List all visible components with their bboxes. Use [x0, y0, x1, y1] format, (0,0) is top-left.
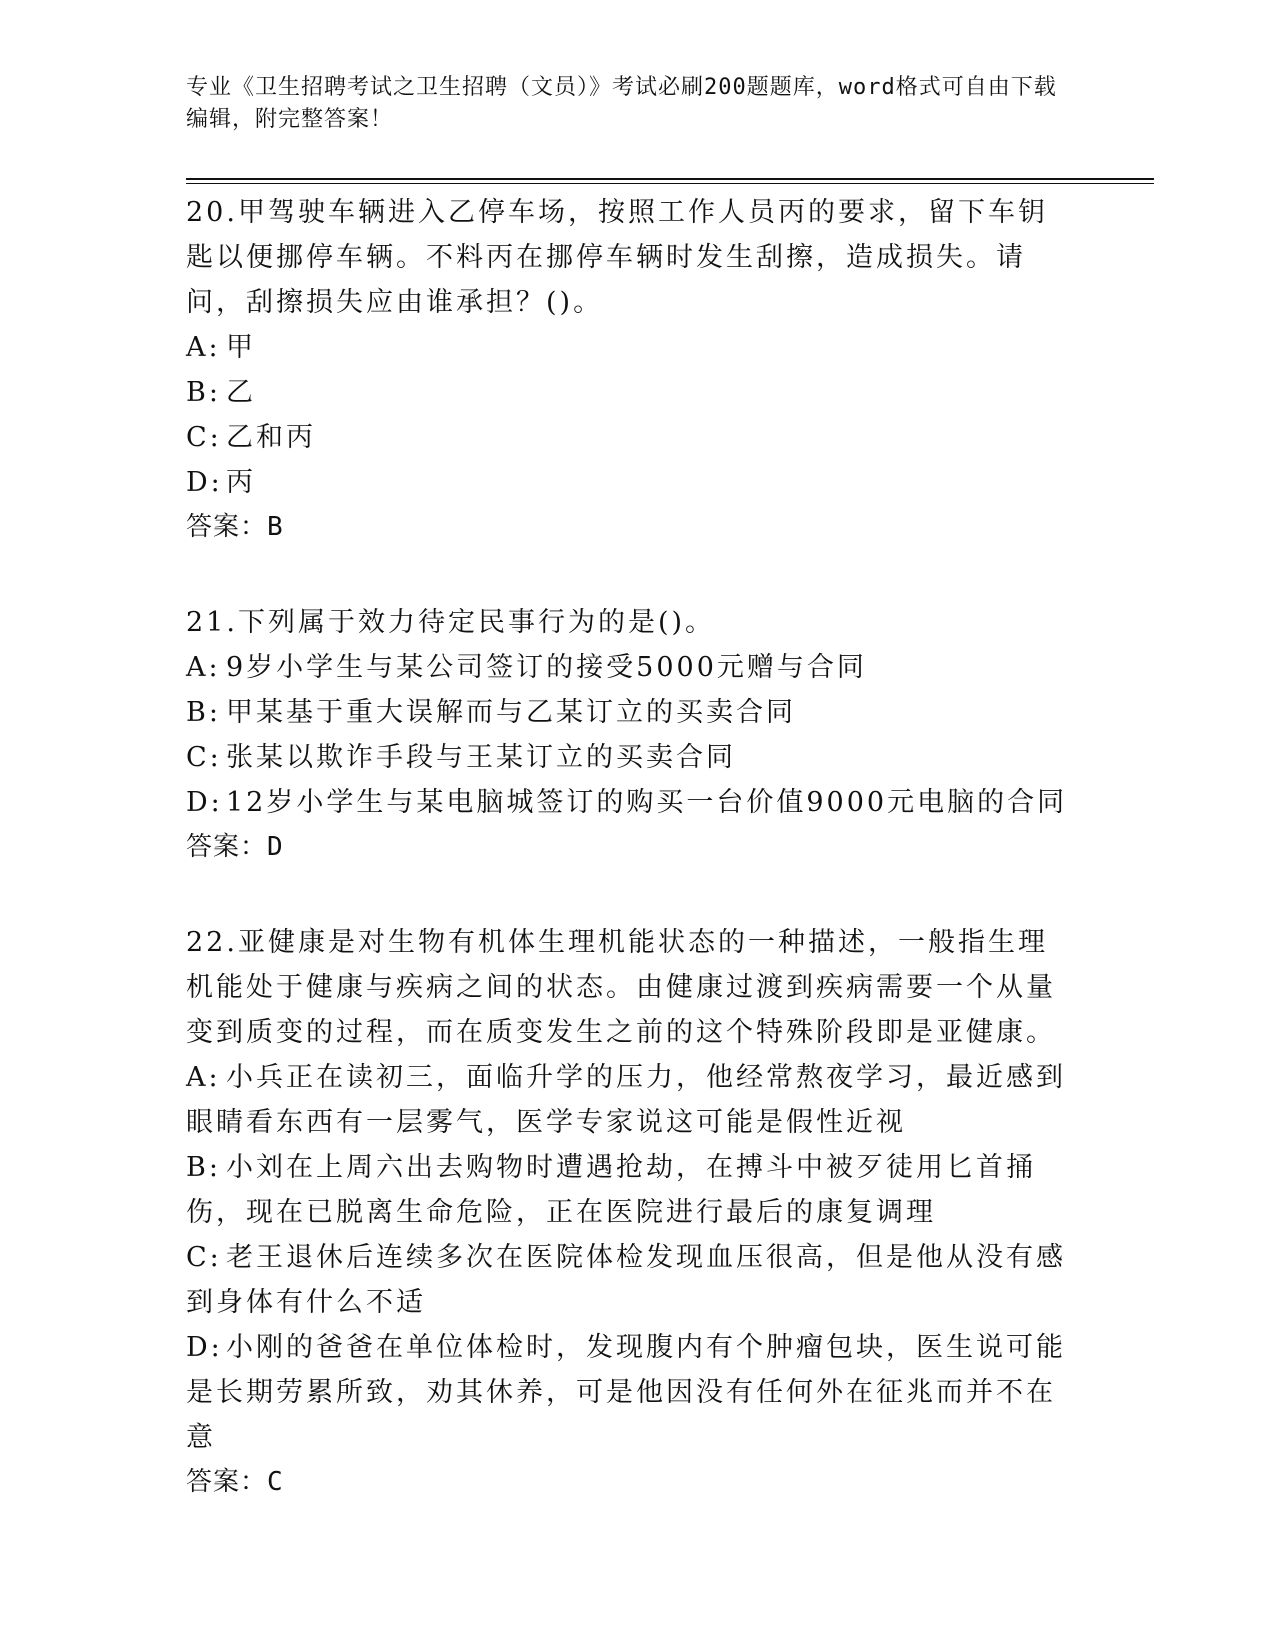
option-letter: A:	[186, 652, 221, 683]
option-c	[186, 1235, 1076, 1325]
option-text: 9岁小学生与某公司签订的接受5000元赠与合同	[226, 652, 867, 683]
header-divider	[186, 178, 1154, 180]
option-letter: C:	[186, 742, 222, 773]
question-20	[186, 190, 1076, 550]
option-letter: A:	[186, 1062, 221, 1093]
question-22	[186, 920, 1076, 1505]
option-text: 老王退休后连续多次在医院体检发现血压很高，但是他从没有感到身体有什么不适	[186, 1242, 1066, 1318]
answer-line: 答案：B	[186, 512, 284, 542]
question-text: 21.下列属于效力待定民事行为的是()。	[186, 607, 716, 638]
option-a	[186, 645, 1076, 690]
option-text: 张某以欺诈手段与王某订立的买卖合同	[226, 742, 736, 773]
option-d	[186, 1325, 1076, 1460]
option-letter: A:	[186, 332, 221, 363]
answer-line: 答案：C	[186, 1467, 284, 1497]
document-header: 专业《卫生招聘考试之卫生招聘（文员）》考试必刷200题题库，word格式可自由下载编辑，附完整答案！	[186, 75, 1057, 132]
option-letter: B:	[186, 697, 221, 728]
option-letter: D:	[186, 467, 223, 498]
option-text: 乙	[226, 377, 256, 408]
option-letter: D:	[186, 1332, 223, 1363]
option-c	[186, 735, 1076, 780]
option-a	[186, 1055, 1076, 1145]
question-list	[186, 190, 1076, 1555]
option-letter: B:	[186, 377, 221, 408]
option-b	[186, 370, 1076, 415]
option-d	[186, 780, 1076, 825]
question-text: 20.甲驾驶车辆进入乙停车场，按照工作人员丙的要求，留下车钥匙以便挪停车辆。不料丙在挪停车辆时发生刮擦，造成损失。请问，刮擦损失应由谁承担？()。	[186, 197, 1048, 318]
header-divider-thin	[186, 183, 1154, 184]
option-text: 小刘在上周六出去购物时遭遇抢劫，在搏斗中被歹徒用匕首捅伤，现在已脱离生命危险，正在医院进行最后的康复调理	[186, 1152, 1036, 1228]
answer-line: 答案：D	[186, 832, 284, 862]
option-letter: D:	[186, 787, 223, 818]
option-letter: B:	[186, 1152, 221, 1183]
option-a	[186, 325, 1076, 370]
option-text: 乙和丙	[226, 422, 316, 453]
option-letter: C:	[186, 1242, 222, 1273]
option-text: 丙	[226, 467, 256, 498]
option-d	[186, 460, 1076, 505]
question-21	[186, 600, 1076, 870]
option-text: 甲	[226, 332, 256, 363]
option-text: 小兵正在读初三，面临升学的压力，他经常熬夜学习，最近感到眼睛看东西有一层雾气，医学专家说这可能是假性近视	[186, 1062, 1066, 1138]
option-c	[186, 415, 1076, 460]
option-letter: C:	[186, 422, 222, 453]
option-text: 小刚的爸爸在单位体检时，发现腹内有个肿瘤包块，医生说可能是长期劳累所致，劝其休养，可是他因没有任何外在征兆而并不在意	[186, 1332, 1066, 1453]
question-text: 22.亚健康是对生物有机体生理机能状态的一种描述，一般指生理机能处于健康与疾病之间的状态。由健康过渡到疾病需要一个从量变到质变的过程，而在质变发生之前的这个特殊阶段即是亚健康。	[186, 927, 1056, 1048]
option-b	[186, 1145, 1076, 1235]
option-text: 甲某基于重大误解而与乙某订立的买卖合同	[226, 697, 796, 728]
option-b	[186, 690, 1076, 735]
option-text: 12岁小学生与某电脑城签订的购买一台价值9000元电脑的合同	[226, 787, 1068, 818]
